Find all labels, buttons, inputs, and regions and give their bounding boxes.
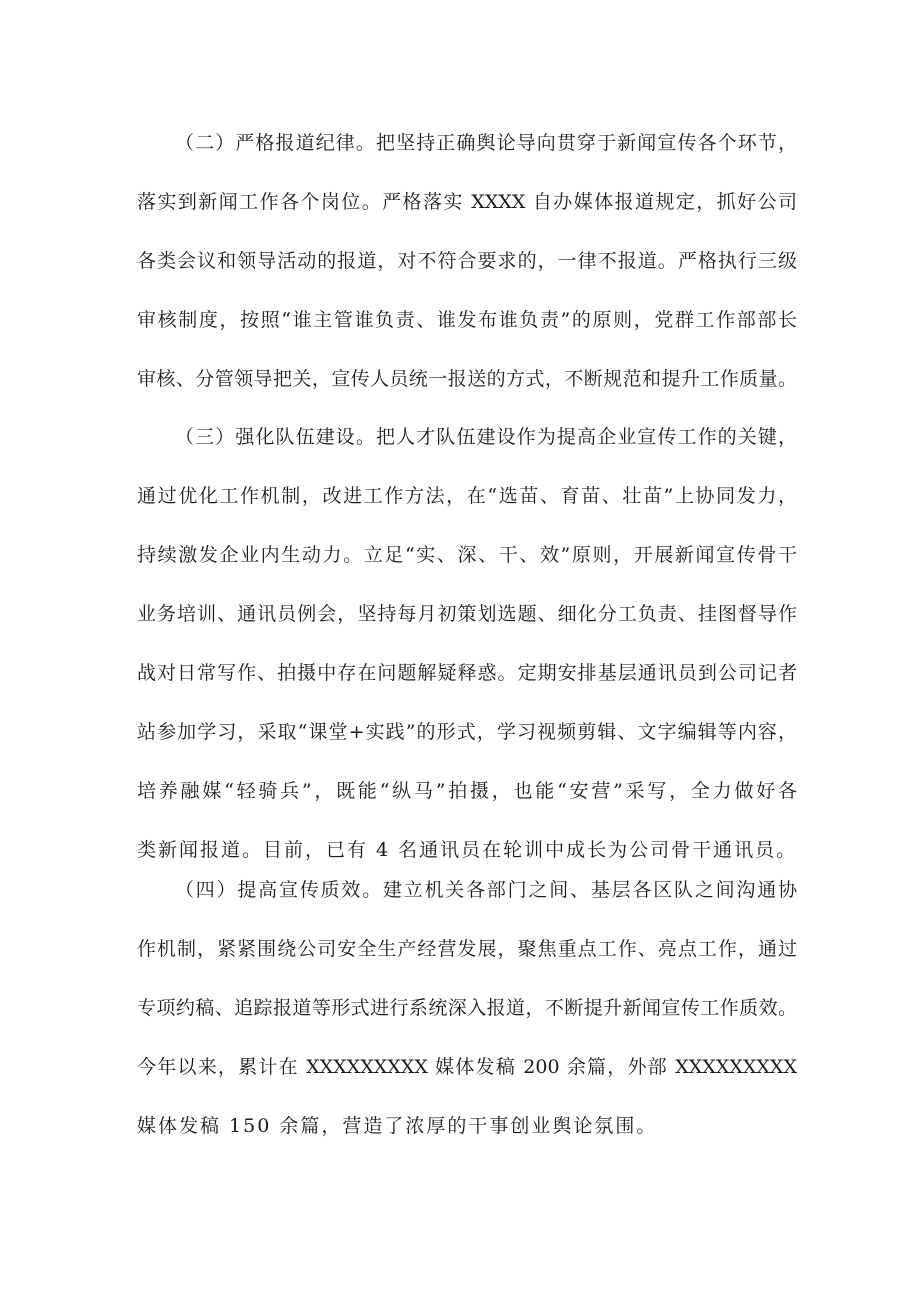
text-line: 今年以来，累计在 XXXXXXXXX 媒体发稿 200 余篇，外部 XXXXXXXXX xyxy=(137,1056,797,1078)
text-line: （三）强化队伍建设。把人才队伍建设作为提高企业宣传工作的关键， xyxy=(175,426,797,448)
text-line: 类新闻报道。目前，已有 4 名通讯员在轮训中成长为公司骨干通讯员。 xyxy=(137,839,798,861)
text-line: 战对日常写作、拍摄中存在问题解疑释惑。定期安排基层通讯员到公司记者 xyxy=(137,662,797,684)
text-line: 专项约稿、追踪报道等形式进行系统深入报道，不断提升新闻宣传工作质效。 xyxy=(137,997,797,1019)
text-line: 作机制，紧紧围绕公司安全生产经营发展，聚焦重点工作、亮点工作，通过 xyxy=(137,938,797,960)
text-line: （四）提高宣传质效。建立机关各部门之间、基层各区队之间沟通协 xyxy=(175,879,797,901)
text-line: 培养融媒“轻骑兵”，既能“纵马”拍摄，也能“安营”采写，全力做好各 xyxy=(137,780,797,802)
text-line: 落实到新闻工作各个岗位。严格落实 XXXX 自办媒体报道规定，抓好公司 xyxy=(137,191,797,213)
paragraph-strict-reporting-discipline xyxy=(137,114,797,409)
text-line: 站参加学习，采取“课堂+实践”的形式，学习视频剪辑、文字编辑等内容， xyxy=(137,721,797,743)
text-line: （二）严格报道纪律。把坚持正确舆论导向贯穿于新闻宣传各个环节， xyxy=(175,132,797,154)
text-line: 通过优化工作机制，改进工作方法，在“选苗、育苗、壮苗”上协同发力， xyxy=(137,485,797,507)
paragraph-team-building xyxy=(137,408,797,880)
text-line: 媒体发稿 150 余篇，营造了浓厚的干事创业舆论氛围。 xyxy=(137,1115,658,1137)
text-line: 持续激发企业内生动力。立足“实、深、干、效”原则，开展新闻宣传骨干 xyxy=(137,544,797,566)
text-line: 各类会议和领导活动的报道，对不符合要求的，一律不报道。严格执行三级 xyxy=(137,250,797,272)
text-line: 审核制度，按照“谁主管谁负责、谁发布谁负责”的原则，党群工作部部长 xyxy=(137,309,797,331)
text-line: 审核、分管领导把关，宣传人员统一报送的方式，不断规范和提升工作质量。 xyxy=(137,368,797,390)
text-line: 业务培训、通讯员例会，坚持每月初策划选题、细化分工负责、挂图督导作 xyxy=(137,603,797,625)
paragraph-publicity-effectiveness xyxy=(137,861,797,1156)
